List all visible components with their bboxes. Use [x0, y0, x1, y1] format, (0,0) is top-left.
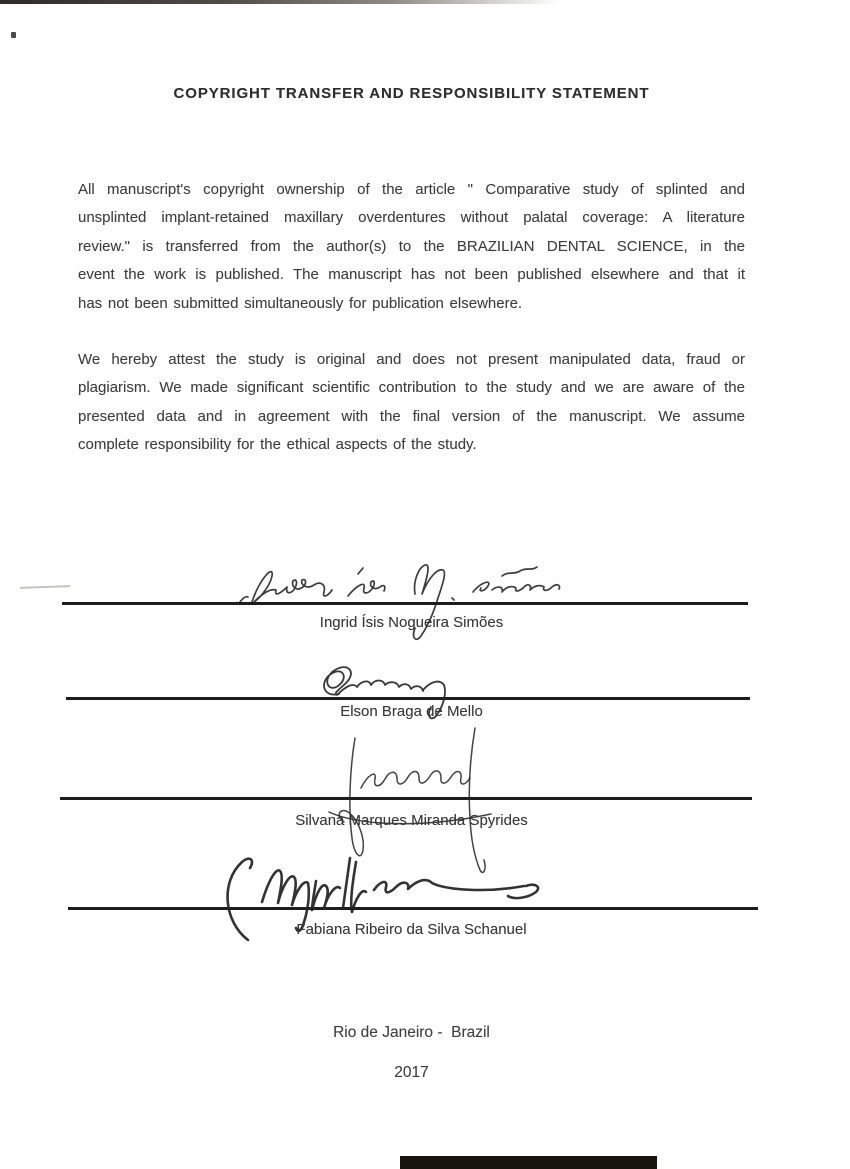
paragraph-line: presented data and in agreement with the final version of the manuscript. We assume — [78, 407, 745, 425]
scan-speck-artifact — [11, 32, 16, 38]
paragraph-responsibility — [78, 346, 745, 460]
paragraph-line: event the work is published. The manuscript has not been published elsewhere and that it — [78, 266, 745, 284]
paragraph-line: review." is transferred from the author(s) to the BRAZILIAN DENTAL SCIENCE, in the — [78, 237, 745, 255]
handwritten-signature-1 — [230, 552, 570, 648]
year-text: 2017 — [394, 1064, 429, 1081]
scan-artifact-bar — [400, 1156, 657, 1169]
signatory-name-3: Silvana Marques Miranda Spyrides — [295, 812, 528, 829]
location-text: Rio de Janeiro - Brazil — [333, 1024, 490, 1041]
document-title: COPYRIGHT TRANSFER AND RESPONSIBILITY STATEMENT — [173, 85, 650, 102]
signatory-name-2: Elson Braga de Mello — [340, 703, 483, 720]
paragraph-line: We hereby attest the study is original and does not present manipulated data, fraud or — [78, 351, 745, 368]
paragraph-copyright-transfer — [78, 176, 745, 318]
paragraph-line: unsplinted implant-retained maxillary overdentures without palatal coverage: A literature — [78, 209, 745, 227]
signatory-name-4: Fabiana Ribeiro da Silva Schanuel — [296, 921, 527, 938]
handwritten-signature-2 — [305, 658, 525, 732]
paragraph-line: complete responsibility for the ethical aspects of the study. — [78, 436, 477, 454]
scan-smudge-artifact — [20, 585, 70, 589]
paragraph-line: plagiarism. We made significant scientific contribution to the study and we are aware of the — [78, 379, 745, 397]
paragraph-line: All manuscript's copyright ownership of the article " Comparative study of splinted and — [78, 181, 745, 198]
signatory-name-1: Ingrid Ísis Nogueira Simões — [319, 614, 504, 631]
paragraph-line: has not been submitted simultaneously for publication elsewhere. — [78, 294, 523, 312]
scan-edge-artifact — [0, 0, 560, 4]
